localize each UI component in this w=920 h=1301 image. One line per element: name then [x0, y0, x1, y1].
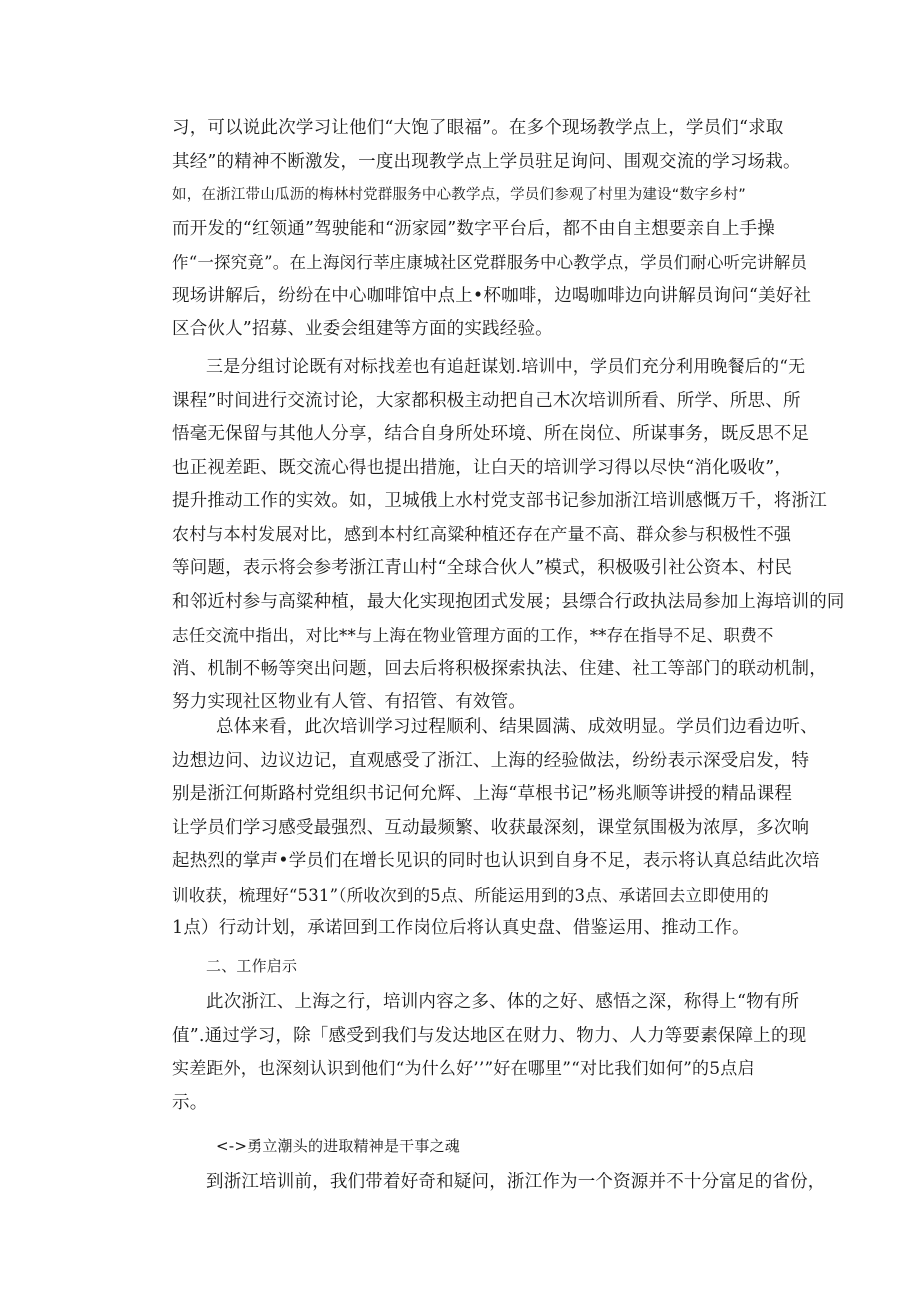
subheading: <->勇立潮头的进取精神是干事之魂: [216, 1137, 460, 1155]
text-line: 而开发的“红领通”驾驶能和“沥家园”数字平台后，都不由自主想要亲自上手操: [172, 218, 775, 239]
text-line: 课程”时间进行交流讨论，大家都积极主动把自己木次培训所看、所学、所思、所: [172, 390, 801, 411]
subheading-enterprising-spirit: [172, 1130, 794, 1164]
text-line: 悟毫无保留与其他人分享，结合自身所处环境、所在岗位、所谋事务，既反思不足: [172, 424, 810, 444]
text-line: 提升推动工作的实效。如，卫城俄上水村党支部书记参加浙江培训感慨万千，将浙江: [172, 491, 827, 511]
text-line: 也正视差距、既交流心得也提出措施，让白天的培训学习得以尽快“消化吸收”，: [172, 457, 793, 478]
paragraph-trip-insights: [172, 986, 807, 1120]
text-line: 值”.通过学习，除「感受到我们与发达地区在财力、物力、人力等要素保障上的现: [172, 1025, 807, 1046]
text-line: 等问题，表示将会参考浙江青山村“全球合伙人”模式，积极吸引社公资本、村民: [172, 558, 793, 578]
text-line: 现场讲解后，纷纷在中心咖啡馆中点上•杯咖啡，边喝咖啡边向讲解员询问“美好社: [172, 285, 812, 306]
text-line: 消、机制不畅等突出问题，回去后将积极探索执法、住建、社工等部门的联动机制，: [172, 658, 827, 679]
text-line: 如，在浙江带山瓜沥的梅林村党群服务中心教学点，学员们参观了村里为建设“数字乡村”: [172, 187, 747, 203]
text-line: 三是分组讨论既有对标找差也有追赶谋划.培训中，学员们充分利用晚餐后的“无: [206, 357, 806, 377]
section-heading-work-insights: [172, 950, 794, 984]
text-line: 总体来看，此次培训学习过程顺利、结果圆满、成效明显。学员们边看边听、: [216, 717, 818, 737]
text-line: 其经”的精神不断激发，一度出现教学点上学员驻足询问、围观交流的学习场栽。: [172, 151, 801, 172]
paragraph-group-discussion: [172, 351, 845, 720]
text-line: 努力实现社区物业有人管、有招管、有效管。: [172, 692, 526, 712]
text-line: 志任交流中指出，对比**与上海在物业管理方面的工作，**存在指导不足、职费不: [172, 626, 774, 645]
text-line: 起热烈的掌声•学员们在增长见识的同时也认识到自身不足，表示将认真总结此次培: [172, 851, 820, 871]
text-line: 农村与本村发展对比，感到本村红高粱种植还存在产量不高、群众参与积极性不强: [172, 524, 792, 545]
text-line: 边想边问、边议边记，直观感受了浙江、上海的经验做法，纷纷表示深受启发，特: [172, 750, 810, 771]
paragraph-overall-summary: [172, 711, 820, 946]
paragraph-before-training: [172, 1166, 826, 1200]
text-line: 让学员们学习感受最强烈、互动最频繁、收获最深刻，课堂氛围极为浓厚，多次响: [172, 817, 810, 838]
text-line: 作“一探究竟”。在上海闵行莘庄康城社区党群服务中心教学点，学员们耐心听完讲解员: [172, 253, 808, 272]
text-line: 区合伙人”招募、业委会组建等方面的实践经验。: [172, 319, 553, 339]
text-line: 习，可以说此次学习让他们“大饱了眼福”。在多个现场教学点上，学员们“求取: [172, 118, 784, 138]
paragraph-field-teaching-points: [172, 112, 812, 347]
section-heading: 二、工作启示: [206, 957, 298, 975]
text-line: 1点）行动计划，承诺回到工作岗位后将认真史盘、借鉴运用、推动工作。: [172, 918, 750, 938]
text-line: 此次浙江、上海之行，培训内容之多、体的之好、感悟之深，称得上“物有所: [206, 992, 800, 1012]
text-line: 示。: [172, 1092, 208, 1113]
text-line: 别是浙江何斯路村党组织书记何允辉、上海“草根书记”杨兆顺等讲授的精品课程: [172, 784, 793, 804]
text-line: 实差距外，也深刻认识到他们“为什么好’’”好在哪里”“对比我们如何”的5点启: [172, 1059, 755, 1079]
text-line: 训收获，梳理好“531”（所收次到的5点、所能运用到的3点、承诺回去立即使用的: [172, 885, 769, 905]
text-line: 到浙江培训前，我们带着好奇和疑问，浙江作为一个资源并不十分富足的省份，: [206, 1172, 826, 1192]
text-line: 和邻近村参与高粱种植，最大化实现抱团式发展；县缥合行政执法局参加上海培训的同: [172, 591, 845, 612]
